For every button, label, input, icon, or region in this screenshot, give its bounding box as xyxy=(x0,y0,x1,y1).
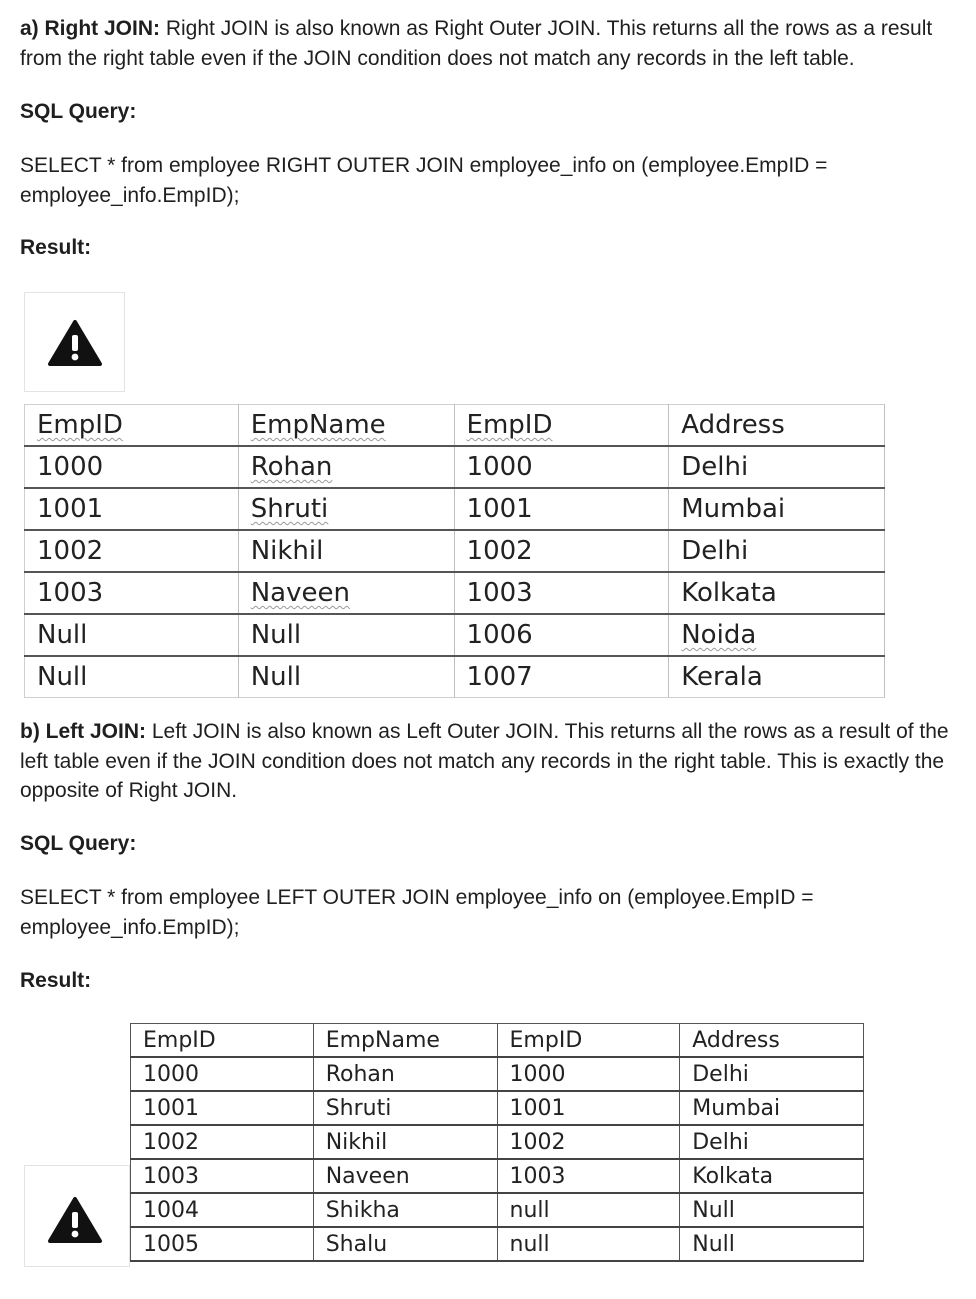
table-cell: 1002 xyxy=(497,1125,680,1159)
table-cell: 1001 xyxy=(454,488,669,530)
table-cell: Shalu xyxy=(313,1227,497,1261)
table-cell: 1005 xyxy=(131,1227,314,1261)
table-cell: 1006 xyxy=(454,614,669,656)
right-join-result-table xyxy=(24,404,885,698)
left-join-query: SELECT * from employee LEFT OUTER JOIN employee_info on (employee.EmpID = employee_info.EmpID); xyxy=(20,886,814,939)
table-cell: null xyxy=(497,1193,680,1227)
table-cell: null xyxy=(497,1227,680,1261)
left-join-result-table xyxy=(130,1023,864,1262)
header-cell: Address xyxy=(680,1024,864,1058)
table-cell: Nikhil xyxy=(313,1125,497,1159)
left-join-sql-heading: SQL Query: xyxy=(20,832,137,855)
table-cell: Kolkata xyxy=(669,572,885,614)
table-cell: Delhi xyxy=(669,530,885,572)
table-cell: Kolkata xyxy=(680,1159,864,1193)
table-cell: Shruti xyxy=(313,1091,497,1125)
table-row xyxy=(25,488,885,530)
table-cell: 1002 xyxy=(454,530,669,572)
table-cell: Shruti xyxy=(238,488,454,530)
table-cell: 1001 xyxy=(497,1091,680,1125)
right-join-result-heading: Result: xyxy=(20,236,92,259)
header-cell: EmpID xyxy=(25,405,239,447)
header-cell: EmpName xyxy=(238,405,454,447)
table-cell: 1003 xyxy=(25,572,239,614)
broken-image-placeholder xyxy=(24,292,125,392)
table-cell: 1002 xyxy=(25,530,239,572)
table-cell: Null xyxy=(25,614,239,656)
table-cell: 1003 xyxy=(131,1159,314,1193)
table-cell: Delhi xyxy=(680,1125,864,1159)
table-row xyxy=(131,1227,864,1261)
table-row xyxy=(25,614,885,656)
table-cell: Naveen xyxy=(313,1159,497,1193)
table-cell: Mumbai xyxy=(680,1091,864,1125)
table-cell: 1000 xyxy=(497,1057,680,1091)
table-cell: 1003 xyxy=(454,572,669,614)
table-row xyxy=(25,446,885,488)
header-cell: EmpID xyxy=(497,1024,680,1058)
header-cell: EmpID xyxy=(131,1024,314,1058)
table-row xyxy=(25,572,885,614)
broken-image-placeholder xyxy=(24,1165,130,1267)
table-cell: 1004 xyxy=(131,1193,314,1227)
table-cell: 1002 xyxy=(131,1125,314,1159)
table-row xyxy=(131,1057,864,1091)
table-row xyxy=(131,1159,864,1193)
left-join-title: b) Left JOIN: xyxy=(20,720,146,743)
header-cell: Address xyxy=(669,405,885,447)
table-cell: Null xyxy=(680,1193,864,1227)
table-cell: Kerala xyxy=(669,656,885,698)
table-cell: 1000 xyxy=(25,446,239,488)
table-cell: Mumbai xyxy=(669,488,885,530)
table-cell: 1007 xyxy=(454,656,669,698)
table-cell: Null xyxy=(680,1227,864,1261)
table-cell: Noida xyxy=(669,614,885,656)
table-cell: Delhi xyxy=(669,446,885,488)
left-join-paragraph xyxy=(20,717,970,806)
warning-icon xyxy=(47,319,103,367)
table-cell: 1003 xyxy=(497,1159,680,1193)
right-join-description: Right JOIN is also known as Right Outer JOIN. This returns all the rows as a result from the right table even if the JOIN condition does not match any records in the left table. xyxy=(20,17,933,70)
table-cell: Rohan xyxy=(238,446,454,488)
table-header-row xyxy=(131,1024,864,1058)
table-row xyxy=(25,530,885,572)
table-row xyxy=(131,1193,864,1227)
table-row xyxy=(25,656,885,698)
right-join-paragraph xyxy=(20,14,970,73)
table-row xyxy=(131,1125,864,1159)
table-cell: Rohan xyxy=(313,1057,497,1091)
header-cell: EmpID xyxy=(454,405,669,447)
table-cell: Delhi xyxy=(680,1057,864,1091)
table-cell: 1000 xyxy=(131,1057,314,1091)
header-cell: EmpName xyxy=(313,1024,497,1058)
table-cell: Naveen xyxy=(238,572,454,614)
table-row xyxy=(131,1091,864,1125)
table-cell: 1001 xyxy=(25,488,239,530)
left-join-description: Left JOIN is also known as Left Outer JOIN. This returns all the rows as a result of the left table even if the JOIN condition does not match any records in the right table. This is exactly the opposite of Right JOIN. xyxy=(20,720,949,802)
right-join-title: a) Right JOIN: xyxy=(20,17,160,40)
left-join-result-heading: Result: xyxy=(20,969,92,992)
table-header-row xyxy=(25,405,885,447)
table-cell: 1001 xyxy=(131,1091,314,1125)
table-cell: Shikha xyxy=(313,1193,497,1227)
table-cell: Null xyxy=(25,656,239,698)
table-cell: 1000 xyxy=(454,446,669,488)
warning-icon xyxy=(47,1196,103,1244)
table-cell: Null xyxy=(238,656,454,698)
table-cell: Nikhil xyxy=(238,530,454,572)
table-cell: Null xyxy=(238,614,454,656)
right-join-query: SELECT * from employee RIGHT OUTER JOIN employee_info on (employee.EmpID = employee_info.EmpID); xyxy=(20,154,828,207)
right-join-sql-heading: SQL Query: xyxy=(20,100,137,123)
